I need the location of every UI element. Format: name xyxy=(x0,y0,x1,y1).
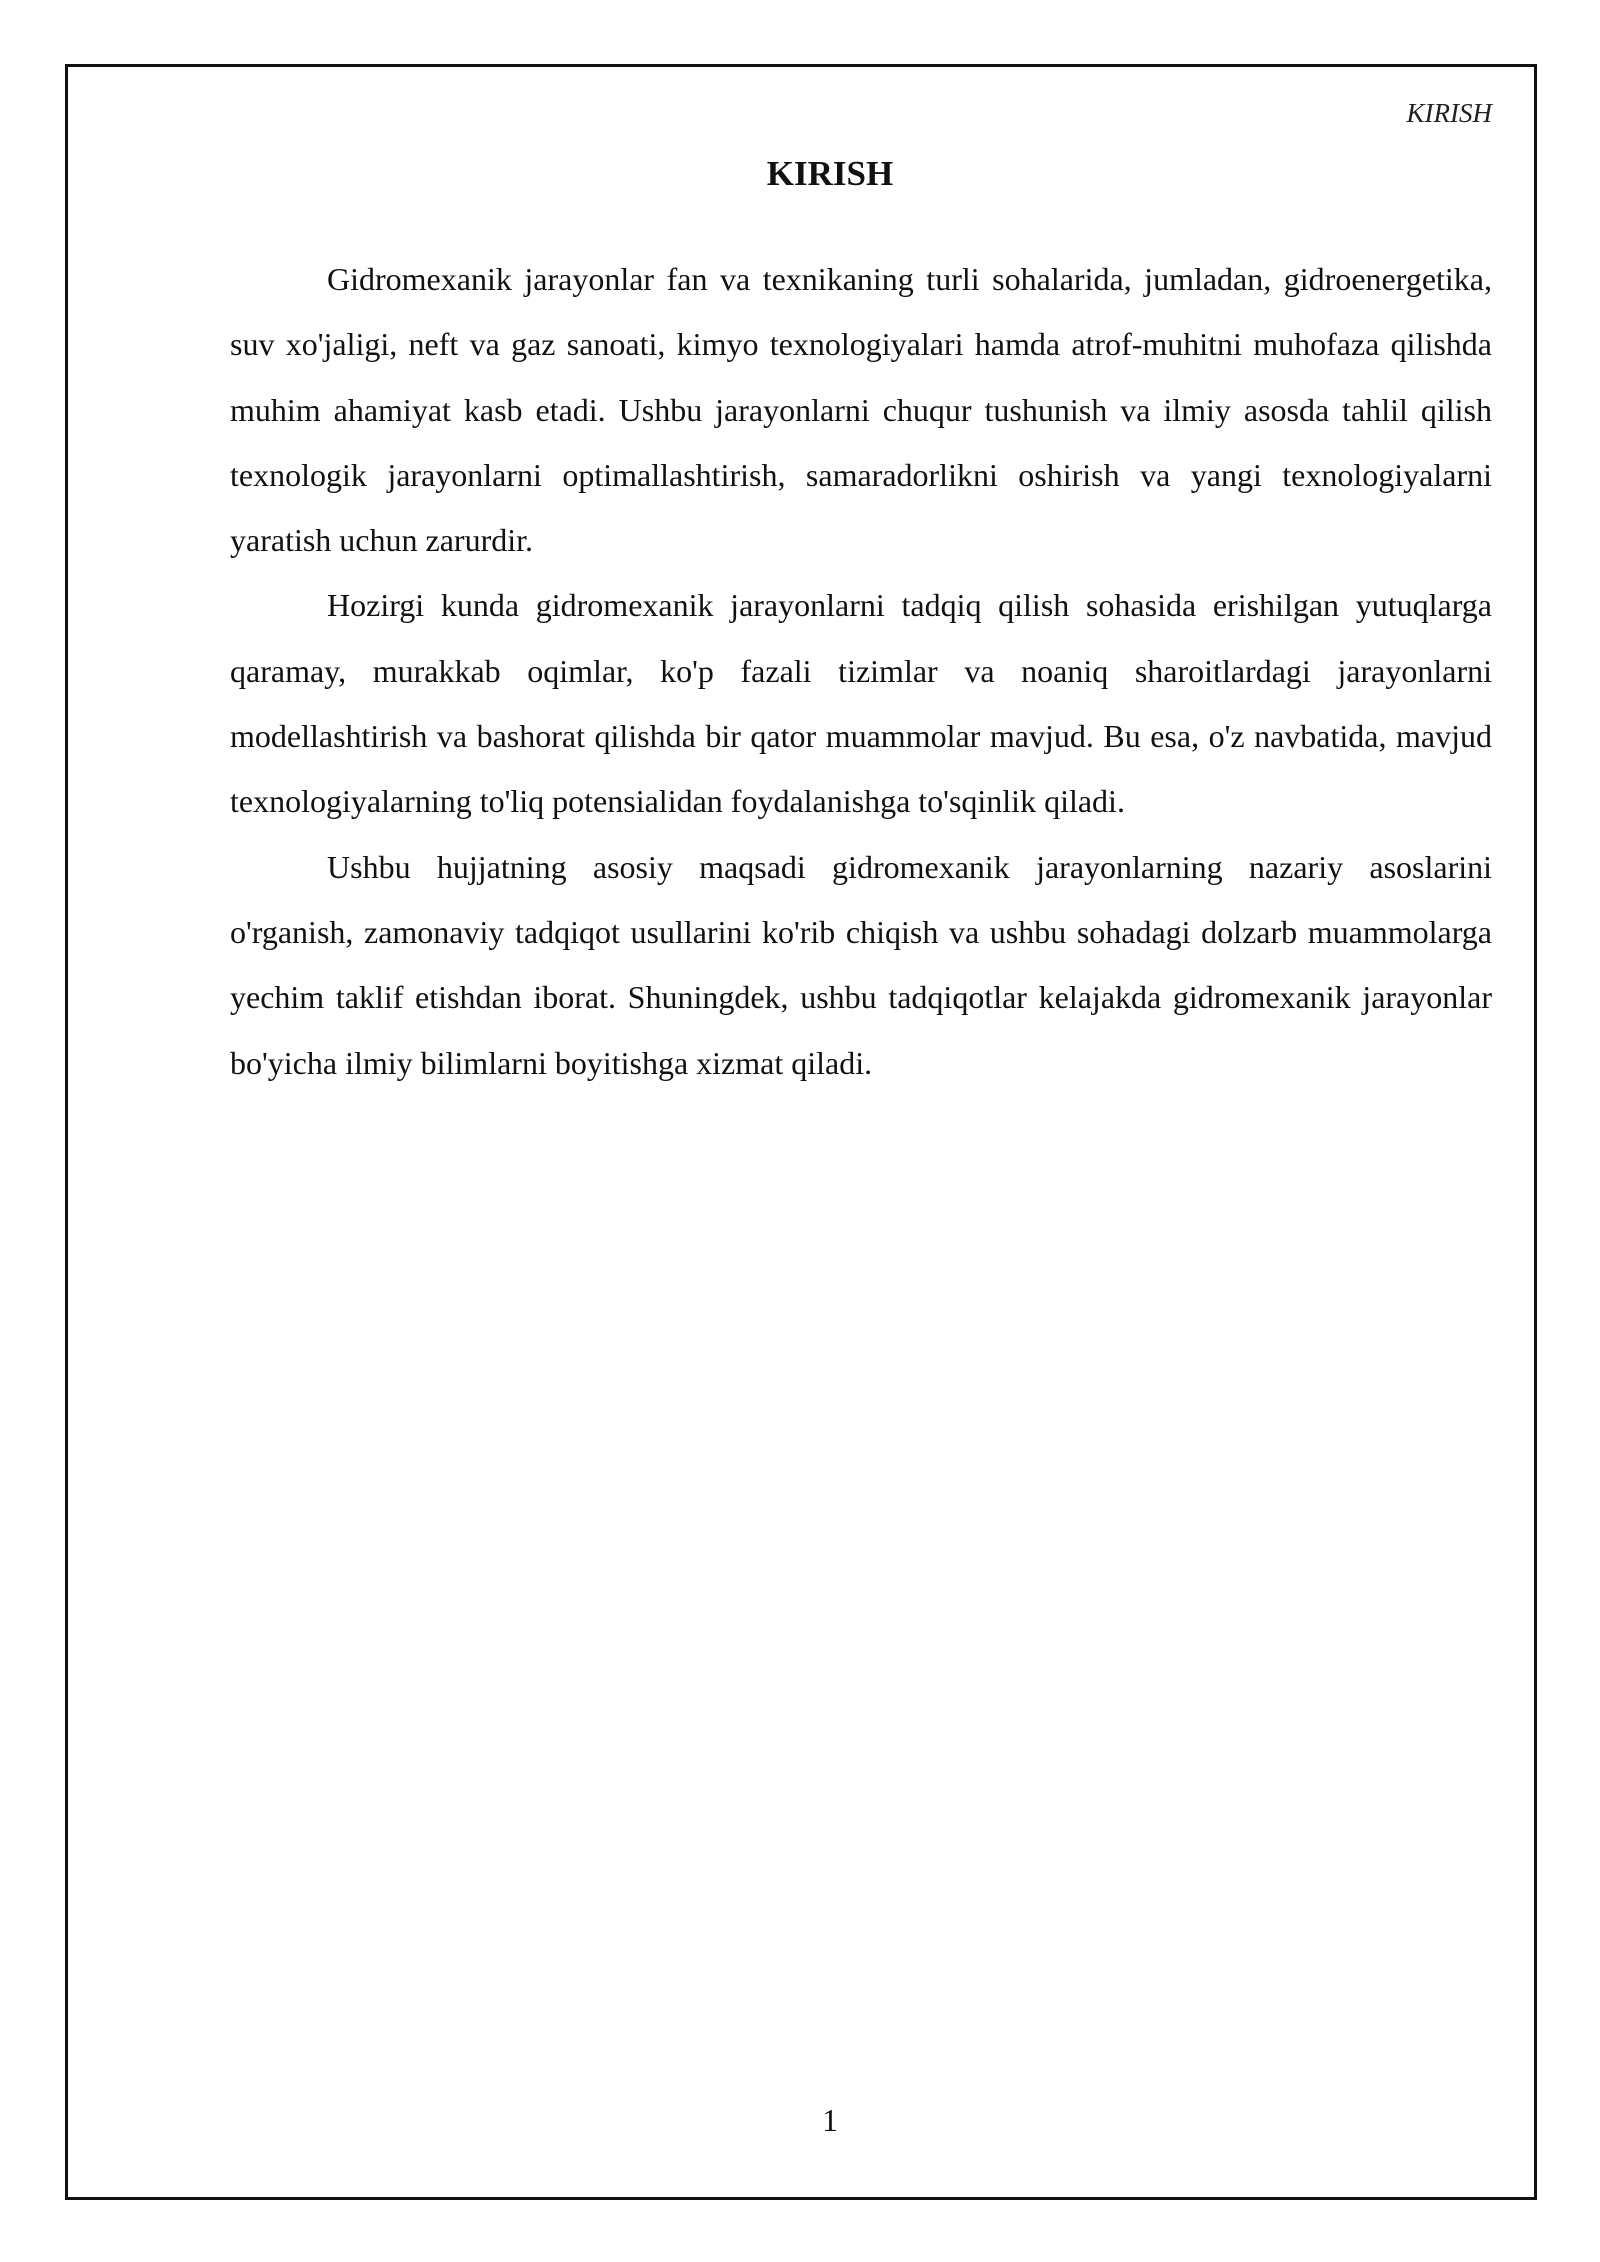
page-number: 1 xyxy=(822,2102,838,2138)
paragraph-2: Hozirgi kunda gidromexanik jarayonlarni tadqiq qilish sohasida erishilgan yutuqlarga qaramay, murakkab oqimlar, ko'p fazali tizimlar va noaniq sharoitlardagi jarayonlarni modellashtirish va bashorat qilishda bir qator muammolar mavjud. Bu esa, o'z navbatida, mavjud texnologiyalarning to'liq potensialidan foydalanishga to'sqinlik qiladi. xyxy=(230,587,1492,820)
document-body xyxy=(230,247,1492,1096)
page-title: KIRISH xyxy=(766,154,894,193)
paragraph-1: Gidromexanik jarayonlar fan va texnikaning turli sohalarida, jumladan, gidroenergetika, suv xo'jaligi, neft va gaz sanoati, kimyo texnologiyalari hamda atrof-muhitni muhofaza qilishda muhim ahamiyat kasb etadi. Ushbu jarayonlarni chuqur tushunish va ilmiy asosda tahlil qilish texnologik jarayonlarni optimallashtirish, samaradorlikni oshirish va yangi texnologiyalarni yaratish uchun zarurdir. xyxy=(230,261,1492,559)
paragraph-3: Ushbu hujjatning asosiy maqsadi gidromexanik jarayonlarning nazariy asoslarini o'rganish, zamonaviy tadqiqot usullarini ko'rib chiqish va ushbu sohadagi dolzarb muammolarga yechim taklif etishdan iborat. Shuningdek, ushbu tadqiqotlar kelajakda gidromexanik jarayonlar bo'yicha ilmiy bilimlarni boyitishga xizmat qiladi. xyxy=(230,848,1492,1081)
running-header: KIRISH xyxy=(1406,98,1492,128)
